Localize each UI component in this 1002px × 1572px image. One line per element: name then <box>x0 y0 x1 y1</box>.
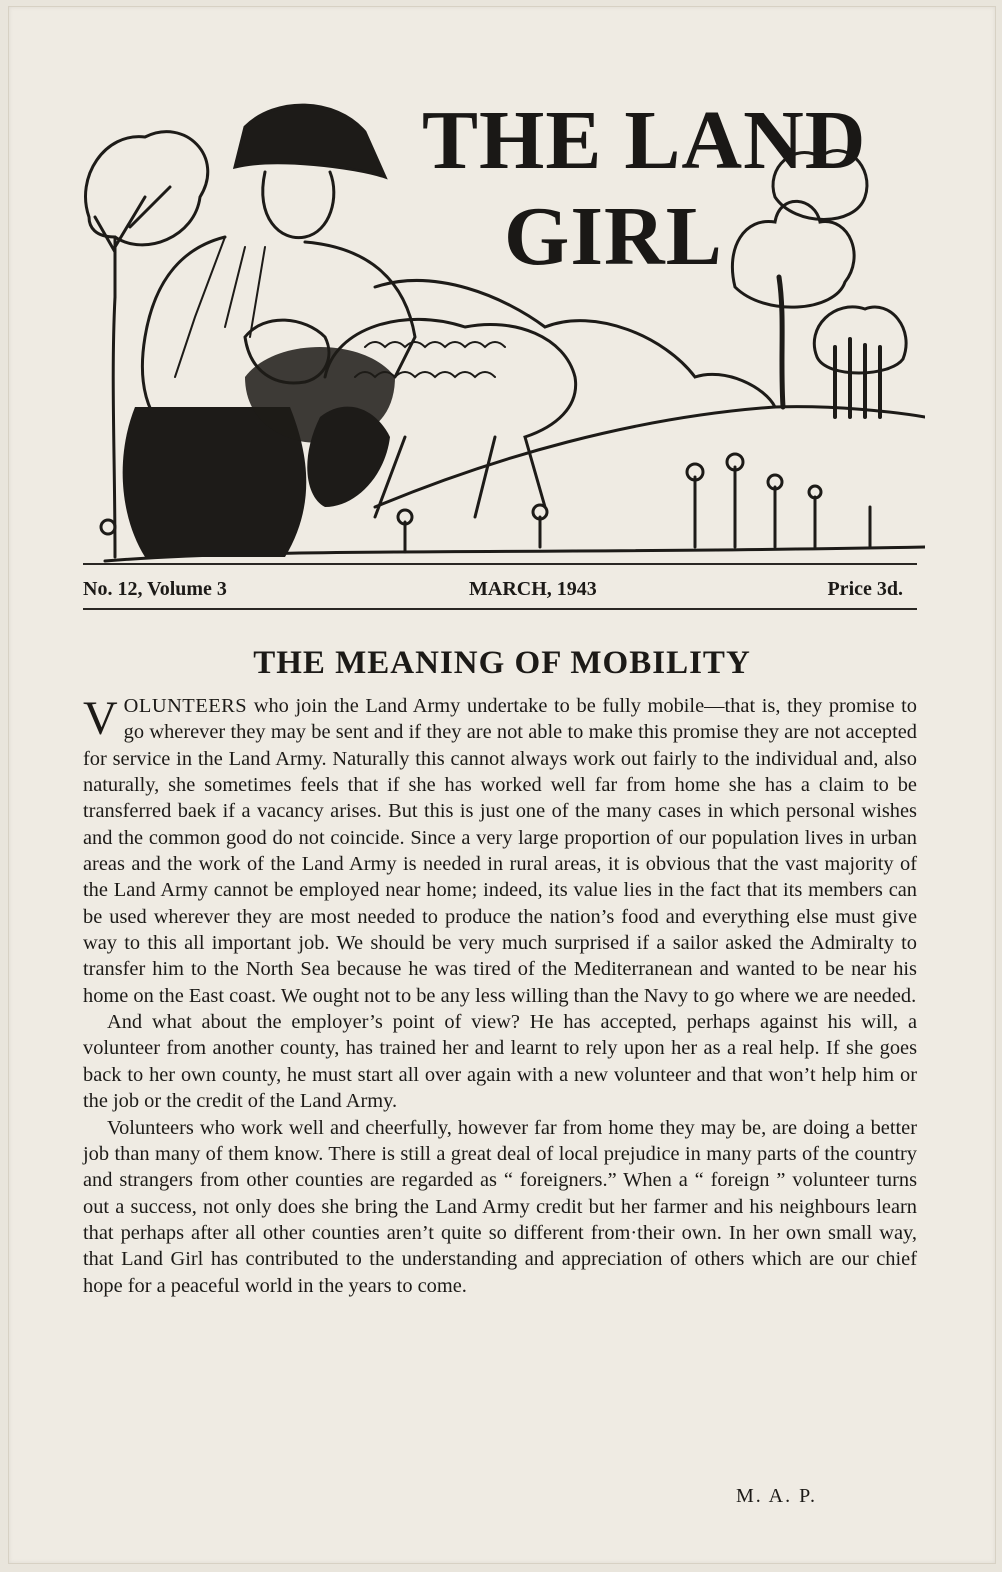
author-signature: M. A. P. <box>735 1485 817 1507</box>
drop-cap: V <box>83 692 118 745</box>
article-body <box>83 693 917 1299</box>
article-paragraph-3: Volunteers who work well and cheerfully, however far from home they may be, are doing a better job than many of them know. There is still a great deal of local prejudice in many parts of the country and strangers from other counties are regarded as “ foreigners.” When a “ foreign ” volunteer turns out a success, not only does she bring the Land Army credit but her farmer and his neighbours learn that perhaps after all other counties aren’t quite so different from·their own. In her own small way, that Land Girl has contributed to the understanding and appreciation of others which are our chief hope for a peaceful world in the years to come. <box>83 1116 917 1297</box>
masthead-title-line-2: GIRL <box>504 190 723 283</box>
issue-price: Price 3d. <box>827 578 903 600</box>
divider-top <box>83 563 917 565</box>
divider-bottom <box>83 608 917 610</box>
masthead-title-line-1: THE LAND <box>422 94 867 187</box>
article-paragraph-1 <box>83 693 917 1009</box>
issue-date: MARCH, 1943 <box>469 578 597 600</box>
article-paragraph-1-text: who join the Land Army undertake to be fully mobile—that is, they promise to go wherever they may be sent and if they are not able to make this promise they are not accepted for service in the Land Army. Naturally this cannot always work out fairly to the individual and, also naturally, she sometimes feels that if she has worked well far from home she has a claim to be transferred baek if a vacancy arises. But this is just one of the many cases in which personal wishes and the common good do not coincide. Since a very large proportion of our population lives in urban areas and the work of the Land Army is needed in rural areas, it is obvious that the vast majority of the Land Army cannot be employed near home; indeed, its value lies in the fact that its members can be used wherever they are most needed to produce the nation’s food and everything else must give way to this all important job. We should be very much surprised if a sailor asked the Admiralty to transfer him to the North Sea because he was tired of the Mediterranean and wanted to be near his home on the East coast. We ought not to be any less willing than the Navy to go where we are needed. <box>83 695 917 1007</box>
issue-number: No. 12, Volume 3 <box>83 578 227 600</box>
article-paragraph-2: And what about the employer’s point of view? He has accepted, perhaps against his will, a volunteer from another county, has trained her and learnt to rely upon her as a real help. If she goes back to her own county, he must start all over again with a new volunteer and that won’t help him or the job or the credit of the Land Army. <box>83 1011 917 1113</box>
article-first-word: OLUNTEERS <box>123 695 248 717</box>
article-title: THE MEANING OF MOBILITY <box>253 645 751 681</box>
magazine-page <box>8 6 996 1564</box>
masthead <box>75 77 925 567</box>
